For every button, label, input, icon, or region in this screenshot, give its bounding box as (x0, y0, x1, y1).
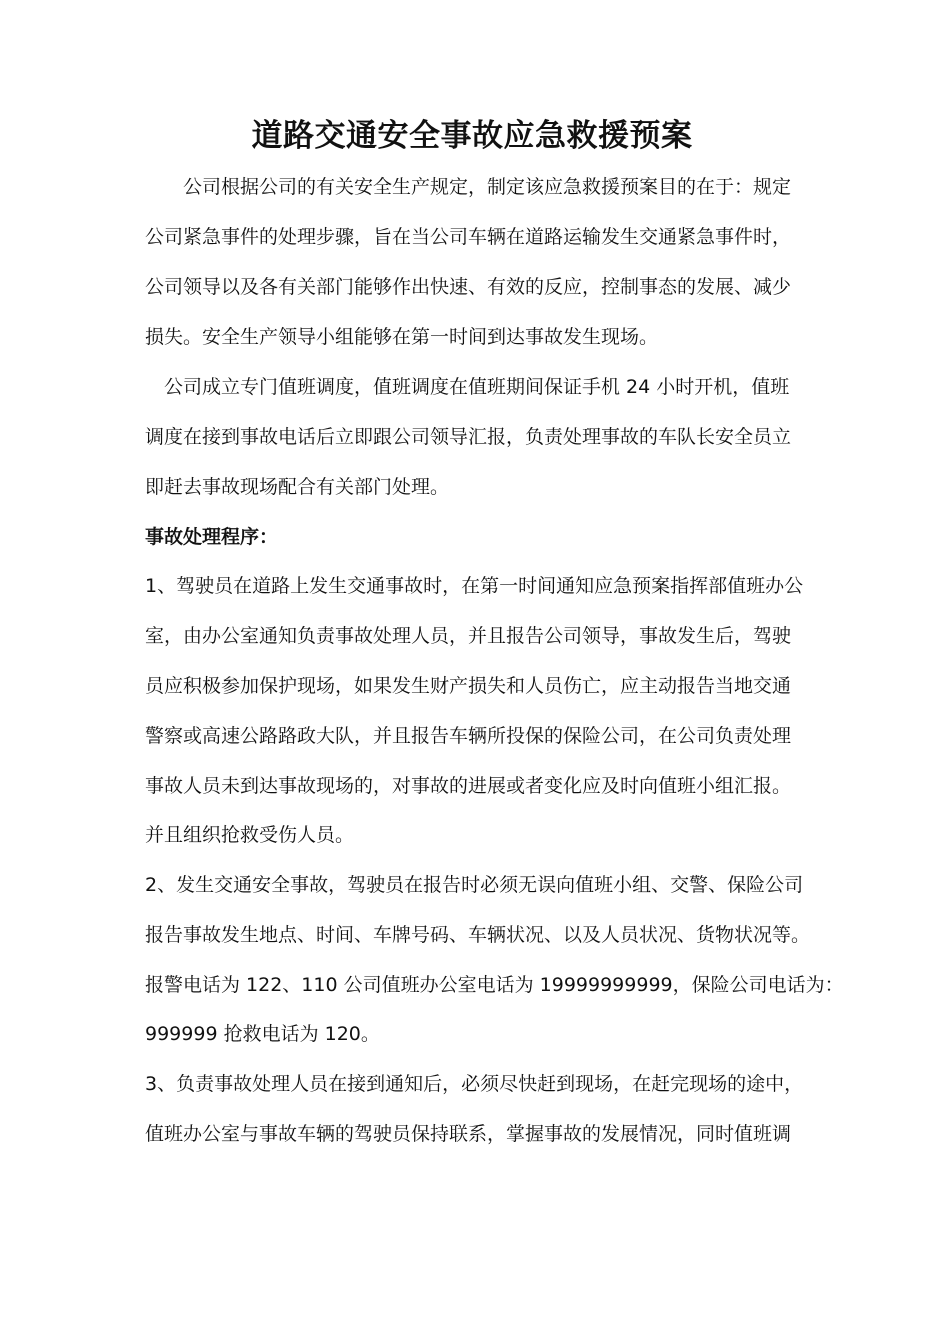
paragraph-line: 损失。安全生产领导小组能够在第一时间到达事故发生现场。 (145, 326, 659, 348)
paragraph-line: 公司紧急事件的处理步骤，旨在当公司车辆在道路运输发生交通紧急事件时， (145, 226, 792, 248)
paragraph-line: 公司成立专门值班调度，值班调度在值班期间保证手机 24 小时开机，值班 (145, 376, 790, 398)
paragraph-line: 警察或高速公路路政大队，并且报告车辆所投保的保险公司，在公司负责处理 (145, 725, 792, 747)
paragraph-line: 值班办公室与事故车辆的驾驶员保持联系，掌握事故的发展情况，同时值班调 (145, 1123, 792, 1145)
paragraph-line: 报告事故发生地点、时间、车牌号码、车辆状况、以及人员状况、货物状况等。 (145, 924, 811, 946)
paragraph-line: 即赶去事故现场配合有关部门处理。 (145, 476, 450, 498)
paragraph-line: 调度在接到事故电话后立即跟公司领导汇报，负责处理事故的车队长安全员立 (145, 426, 792, 448)
paragraph-line: 室，由办公室通知负责事故处理人员，并且报告公司领导，事故发生后，驾驶 (145, 625, 792, 647)
paragraph-line: 并且组织抢救受伤人员。 (145, 824, 355, 846)
paragraph-line: 员应积极参加保护现场，如果发生财产损失和人员伤亡，应主动报告当地交通 (145, 675, 792, 697)
paragraph-line: 3、负责事故处理人员在接到通知后，必须尽快赶到现场，在赶完现场的途中， (145, 1073, 804, 1095)
paragraph-line: 2、发生交通安全事故，驾驶员在报告时必须无误向值班小组、交警、保险公司 (145, 874, 804, 896)
paragraph-line: 1、驾驶员在道路上发生交通事故时，在第一时间通知应急预案指挥部值班办公 (145, 575, 804, 597)
paragraph-line: 公司根据公司的有关安全生产规定，制定该应急救援预案目的在于：规定 (145, 176, 792, 198)
document-title: 道路交通安全事故应急救援预案 (251, 118, 693, 154)
paragraph-line: 公司领导以及各有关部门能够作出快速、有效的反应，控制事态的发展、减少 (145, 276, 792, 298)
paragraph-line: 事故人员未到达事故现场的，对事故的进展或者变化应及时向值班小组汇报。 (145, 775, 792, 797)
section-heading: 事故处理程序： (145, 526, 279, 548)
paragraph-line: 999999 抢救电话为 120。 (145, 1023, 380, 1045)
paragraph-line: 报警电话为 122、110 公司值班办公室电话为 19999999999，保险公司电话为： (145, 974, 844, 996)
